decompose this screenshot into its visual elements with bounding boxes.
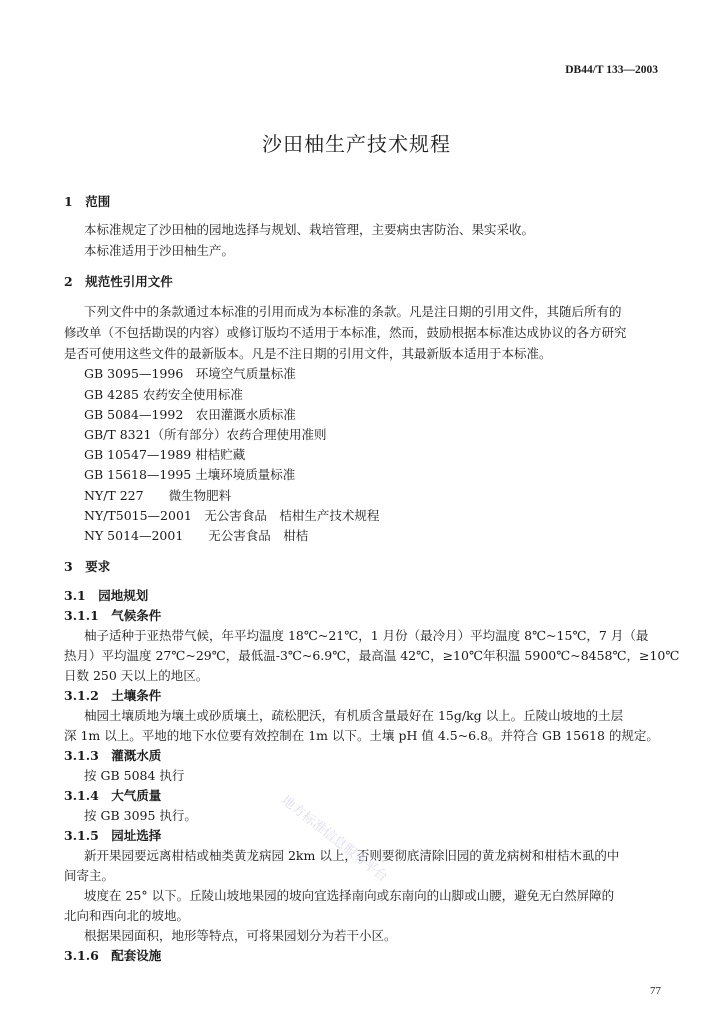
section-heading: 3 要求	[64, 559, 111, 574]
section-heading: 3.1.3 灌溉水质	[64, 748, 162, 763]
reference-item: NY/T5015—2001 无公害食品 桔柑生产技术规程	[84, 508, 380, 523]
section-heading: 3.1.4 大气质量	[64, 788, 162, 803]
reference-item: NY 5014—2001 无公害食品 柑桔	[84, 528, 309, 543]
reference-item: NY/T 227 微生物肥料	[84, 488, 232, 503]
reference-item: GB 3095—1996 环境空气质量标准	[84, 366, 296, 381]
body-text-line: 按 GB 5084 执行	[84, 768, 185, 783]
reference-item: GB 15618—1995 土壤环境质量标准	[84, 467, 296, 482]
reference-item: GB 10547—1989 柑桔贮藏	[84, 447, 246, 462]
reference-item: GB 5084—1992 农田灌溉水质标准	[84, 407, 296, 422]
watermark: 地方标准信息服务平台	[278, 793, 390, 886]
section-heading: 1 范围	[64, 194, 111, 209]
body-text-line: 是否可使用这些文件的最新版本。凡是不注日期的引用文件，其最新版本适用于本标准。	[64, 346, 552, 361]
body-text-line: 日数 250 天以上的地区。	[64, 668, 209, 683]
body-text-line: 本标准规定了沙田柚的园地选择与规划、栽培管理，主要病虫害防治、果实采收。	[84, 222, 535, 237]
document-title: 沙田柚生产技术规程	[262, 132, 451, 156]
body-text-line: 下列文件中的条款通过本标准的引用而成为本标准的条款。凡是注日期的引用文件，其随后所有的	[84, 304, 622, 319]
reference-item: GB/T 8321（所有部分）农药合理使用准则	[84, 427, 327, 442]
section-heading: 2 规范性引用文件	[64, 274, 173, 289]
section-heading: 3.1 园地规划	[64, 588, 149, 603]
body-text-line: 深 1m 以上。平地的地下水位要有效控制在 1m 以下。土壤 pH 值 4.5~6.8。并符合 GB 15618 的规定。	[64, 728, 659, 743]
section-heading: 3.1.1 气候条件	[64, 608, 162, 623]
body-text-line: 根据果园面积，地形等特点，可将果园划分为若干小区。	[84, 928, 397, 943]
document-code: DB44/T 133—2003	[565, 64, 658, 76]
body-text-line: 坡度在 25° 以下。丘陵山坡地果园的坡向宜选择南向或东南向的山脚或山腰，避免无白然屏障的	[84, 888, 615, 903]
body-text-line: 间寄主。	[64, 868, 115, 883]
section-heading: 3.1.2 土壤条件	[64, 688, 162, 703]
body-text-line: 修改单（不包括勘误的内容）或修订版均不适用于本标准，然而，鼓励根据本标准达成协议的各方研究	[64, 325, 627, 340]
body-text-line: 新开果园要远离柑桔或柚类黄龙病园 2km 以上，否则要彻底清除旧园的黄龙病树和柑桔木虱的中	[84, 848, 620, 863]
reference-item: GB 4285 农药安全使用标准	[84, 387, 243, 402]
body-text-line: 本标准适用于沙田柚生产。	[84, 243, 235, 258]
body-text-line: 柚子适种于亚热带气候，年平均温度 18℃~21℃，1 月份（最冷月）平均温度 8℃~15℃，7 月（最	[84, 628, 649, 643]
body-text-line: 柚园土壤质地为壤土或砂质壤土，疏松肥沃，有机质含量最好在 15g/kg 以上。丘陵山坡地的土层	[84, 708, 624, 723]
body-text-line: 热月）平均温度 27℃~29℃，最低温-3℃~6.9℃，最高温 42℃，≥10℃年积温 5900℃~8458℃，≥10℃	[64, 648, 680, 663]
section-heading: 3.1.5 园址选择	[64, 828, 162, 843]
body-text-line: 北向和西向北的坡地。	[64, 908, 190, 923]
section-heading: 3.1.6 配套设施	[64, 948, 162, 963]
body-text-line: 按 GB 3095 执行。	[84, 808, 197, 823]
page-number: 77	[650, 985, 661, 997]
